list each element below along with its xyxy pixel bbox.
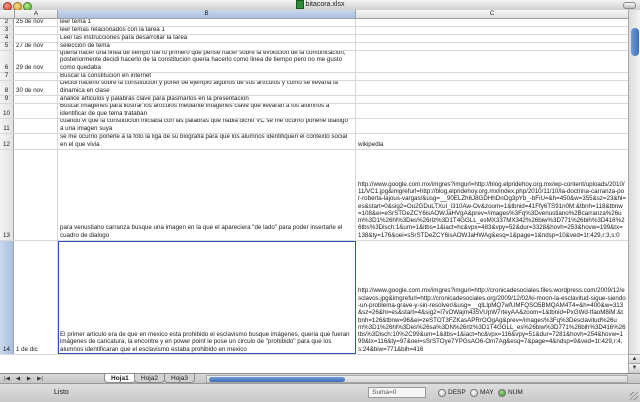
cell-c[interactable] — [356, 96, 628, 103]
cell-a[interactable]: 25 de nov — [15, 19, 58, 26]
row-number[interactable]: 8 — [0, 81, 14, 95]
row-number[interactable]: 2 — [0, 19, 14, 26]
mode-num: NUM — [498, 388, 523, 398]
sheet-tab-hoja1[interactable]: Hoja1 — [104, 374, 136, 383]
table-row — [0, 150, 628, 241]
table-row — [0, 96, 628, 104]
cell-b[interactable]: queria hacer una linea de tiempo fue lo primero que pense hacer sobre la evolucion de la comunicación, posteriormente decidi hacerlo de la constitucion queria hacerlo como linea de tiempo pero no me gusto como quedaba — [58, 51, 356, 72]
row-number[interactable]: 7 — [0, 73, 14, 80]
table-row — [0, 27, 628, 35]
cell-b[interactable]: selección de tema — [58, 43, 356, 50]
cell-a[interactable] — [15, 119, 58, 133]
column-header-a[interactable]: A — [15, 10, 58, 18]
cell-c[interactable] — [356, 119, 628, 133]
toolbar-toggle-button[interactable] — [623, 2, 636, 9]
table-row — [0, 81, 628, 96]
cell-c[interactable] — [356, 81, 628, 95]
table-row — [0, 19, 628, 27]
sum-readout[interactable]: Suma=0 — [368, 387, 426, 398]
cell-a[interactable]: 30 de nov — [15, 81, 58, 95]
row-number[interactable]: 10 — [0, 104, 14, 118]
cell-c[interactable] — [356, 104, 628, 118]
sheet-tab-hoja3[interactable]: Hoja3 — [164, 374, 195, 383]
row-number[interactable]: 13 — [0, 150, 14, 240]
cell-c[interactable] — [356, 35, 628, 42]
table-row — [0, 134, 628, 150]
row-number[interactable]: 6 — [0, 51, 14, 72]
cell-c[interactable] — [356, 27, 628, 34]
indicator-light-icon — [498, 389, 506, 397]
scroll-down-arrow-icon[interactable]: ▼ — [629, 363, 640, 373]
resize-grip-icon[interactable] — [630, 392, 638, 400]
table-row — [0, 104, 628, 119]
cell-b[interactable]: El primer articulo era de que en mexico esta prohibido el esclavismo busque imágenes, queria que fueran imágenes de caricatura, la encontre y en power point le pose un circulo de "prohibido" para que los alumnos identificaran que el esclavismo estaba prohibido en mexico — [58, 241, 356, 354]
horizontal-scrollbar[interactable] — [206, 375, 628, 383]
cell-b[interactable]: Decidi hacerlo sobre la constitucion y poner de ejemplo algunos de sus artículos y como se llevaria la dinamica en clase — [58, 81, 356, 95]
first-sheet-arrow-icon[interactable]: |◀ — [4, 376, 10, 382]
cell-b[interactable]: analice articulos y palabras clave para plasmarlos en la presentacion — [58, 96, 356, 103]
column-header-bar — [0, 10, 628, 19]
indicator-light-icon — [438, 389, 446, 397]
column-header-c[interactable]: C — [489, 11, 495, 17]
cell-c[interactable]: http://www.google.com.mx/imgres?imgurl=http://blog.elpridehoy.org.mx/wp-content/uploads/2010/11/VC1.jpg&imgrefurl=http://blog.elpridehoy.org.mx/index.php/2010/11/10/la-doctrina-carranza-por-roberta-lajous-vargas/&usg=__90ELZh6J8GDHhDnOg3pYb_-bFiU=&h=450&w=355&sz=23&hl=es&start=0&sig2=Ou2GDuLTXuI_i310Aw-Ov&zoom=1&tbnid=41Ffy6TS91n0M:&tbnh=118&tbnw=108&ei=eSrSTDeZCY6isAOWJaHVgA&prev=/images%3Fq%3Dvenustiano%2Bcarranza%26um%3D1%26hl%3Des%26rlz%3D1T4GGLL_esMX337MX342%26biw%3D771%26bih%3D416%26tbs%3Disch:1&um=1&itbs=1&iact=hc&vpx=483&vpy=52&dur=3328&hovh=253&hovw=199&tx=138&ty=176&oei=sSrSTDeZCY6isAOWJaHWAg&esq=1&page=1&ndsp=10&ved=1t:429,r:3,s:0 — [358, 180, 626, 239]
horizontal-scroll-thumb[interactable] — [209, 377, 345, 382]
last-sheet-arrow-icon[interactable]: ▶| — [37, 376, 43, 382]
cell-a[interactable] — [15, 27, 58, 34]
cell-c[interactable]: wikipedia — [358, 140, 384, 148]
cell-a[interactable] — [15, 104, 58, 118]
next-sheet-arrow-icon[interactable]: ▶ — [26, 376, 32, 382]
vertical-scroll-thumb[interactable] — [631, 28, 639, 56]
table-row — [0, 73, 628, 81]
column-header-b[interactable]: B — [58, 10, 356, 18]
row-number[interactable]: 3 — [0, 27, 14, 34]
row-number[interactable]: 14 — [0, 241, 14, 354]
cell-b[interactable]: leer tema 1 — [58, 19, 356, 26]
excel-document-icon — [296, 0, 304, 9]
cell-a[interactable] — [15, 150, 58, 240]
prev-sheet-arrow-icon[interactable]: ◀ — [15, 376, 21, 382]
cell-b[interactable]: Buscar la constitucion en internet — [58, 73, 356, 80]
row-number[interactable]: 4 — [0, 35, 14, 42]
vertical-scrollbar[interactable] — [628, 10, 640, 373]
sheet-tab-bar — [0, 373, 640, 383]
cell-c[interactable] — [356, 43, 628, 50]
table-row — [0, 241, 628, 355]
cell-a[interactable]: 1 de dic — [15, 241, 58, 354]
table-row — [0, 35, 628, 43]
cell-c[interactable] — [356, 73, 628, 80]
cell-b[interactable]: cuando vi que la constitucion iniciaba con las palabras que habia dicho VC se me ocurrio ponerle dialogo a una imagen suya — [58, 119, 356, 133]
cell-b[interactable]: leer temas relacionados con la tarea 1 — [58, 27, 356, 34]
row-number[interactable]: 12 — [0, 134, 14, 149]
status-text: Listo — [54, 389, 69, 396]
mode-may: MAY — [470, 388, 494, 398]
table-row — [0, 43, 628, 51]
cell-a[interactable]: 29 de nov — [15, 51, 58, 72]
cell-a[interactable] — [15, 96, 58, 103]
cell-b[interactable]: Leer las instrucciones para desarrollar la tarea — [58, 35, 356, 42]
cell-a[interactable] — [15, 73, 58, 80]
cell-a[interactable] — [15, 35, 58, 42]
cell-b[interactable]: Buscar imágenes para ilustrar los artículos mediante imágenes clave que llevaran a los alumnos a identificar de que tema trataban — [58, 104, 356, 118]
cell-a[interactable]: 27 de nov — [15, 43, 58, 50]
mode-desp: DESP — [438, 388, 466, 398]
indicator-light-icon — [470, 389, 478, 397]
sheet-tab-hoja2[interactable]: Hoja2 — [134, 374, 165, 383]
cell-b[interactable]: se me ocurrio ponerle a la foto la liga de su biografia para que los alumnos identifiquen el contexto social en el que vivia — [58, 134, 356, 149]
cell-c[interactable] — [356, 19, 628, 26]
row-number[interactable]: 9 — [0, 96, 14, 103]
table-row — [0, 51, 628, 73]
cell-b[interactable]: para venustiano carranza busque una imagen en la que el apareciera "de lado" para poder insertarle el cuadro de dialogo — [58, 150, 356, 240]
cell-grid — [0, 19, 628, 373]
row-number[interactable]: 5 — [0, 43, 14, 50]
row-number[interactable]: 11 — [0, 119, 14, 133]
select-all-corner[interactable] — [0, 10, 15, 18]
window-title: bitacora.xlsx — [305, 1, 345, 8]
status-bar — [0, 383, 640, 402]
table-row — [0, 119, 628, 134]
scroll-up-arrow-icon[interactable]: ▲ — [629, 354, 640, 364]
cell-c[interactable] — [356, 51, 628, 72]
cell-c[interactable]: http://www.google.com.mx/imgres?imgurl=http://cronicadesociales.files.wordpress.com/2009/12/esclavos.jpg&imgrefurl=http://cronicadesociales.org/2009/12/02/ki-moon-la-esclavitud-sigue-siendo-un-problema-grave-y-sin-resolver/&usg=__qILlpMQ7wfUMFQSO5BMQAM4T4=&h=400&w=313&sz=26&hl=es&start=4&sig2=I7vOWajm435VUpW7rteyAA&zoom=1&tbnid=PxGWd-tfaoM8iM:&tbnh=126&tbnw=96&ei=zeSTOT3FZKasAPRrOOgAg&prev=/images%3Fq%3Desclavitud%26um%3D1%26hl%3Des%26sa%3DN%26rlz%3D1T4GGLL_es%26biw%3D771%26bih%3D416%26tbs%3Disch:10%2C99&um=1&itbs=1&iact=hc&vpx=116&vpy=51&dur=7281&hovh=254&hovw=199&tx=116&ty=97&oei=sSrSTOye7YPGsAO6-Om7Ag&esq=7&page=4&ndsp=9&ved=1t:429,r:4,s:24&biw=771&bih=416 — [358, 287, 626, 353]
cell-a[interactable] — [15, 134, 58, 149]
window-title-area — [0, 0, 640, 10]
